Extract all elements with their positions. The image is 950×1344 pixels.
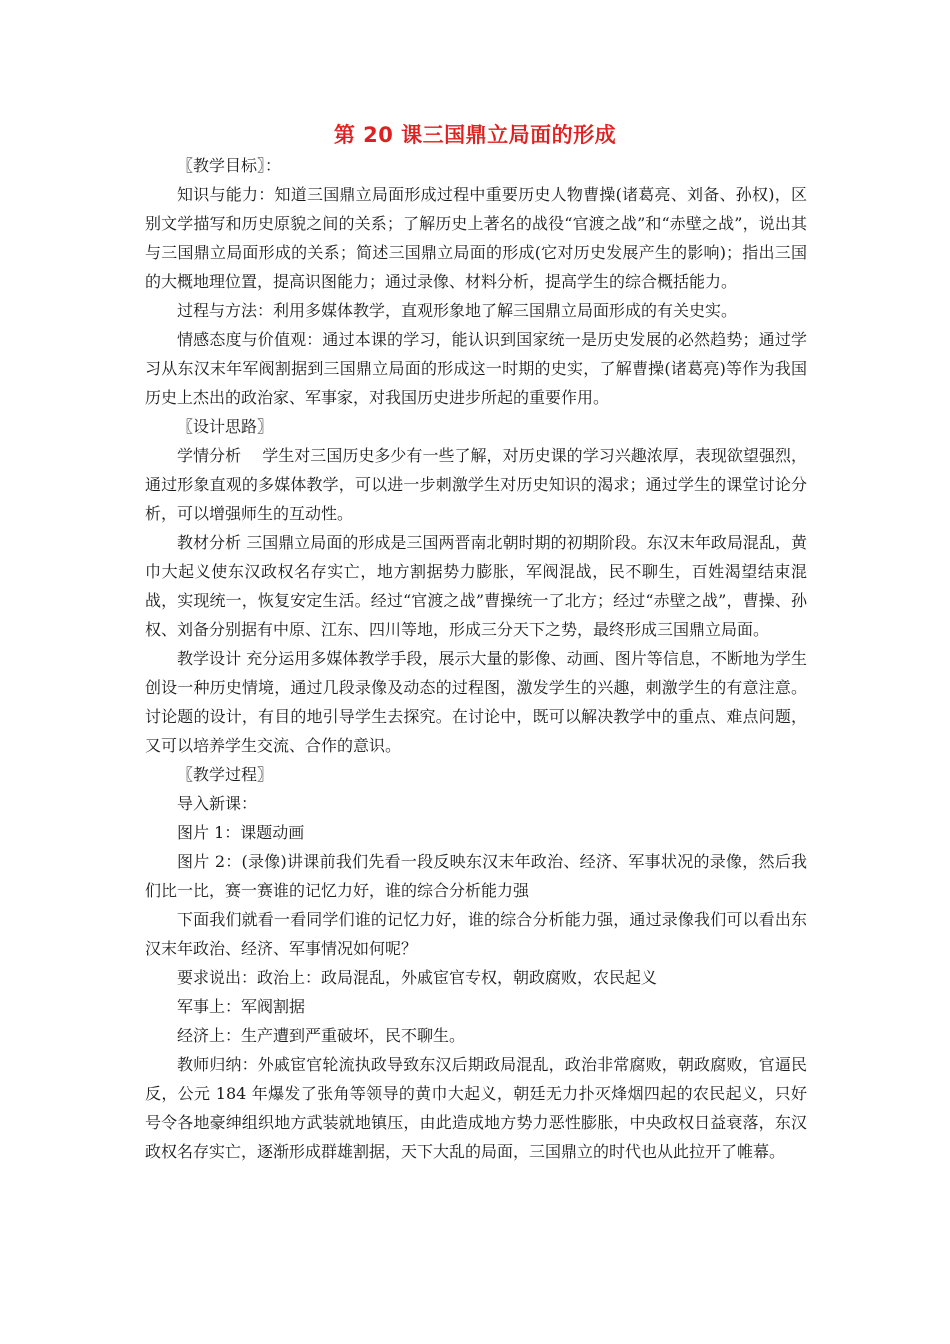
section-heading-objectives: 〖教学目标〗： — [177, 156, 282, 175]
paragraph-process-method: 过程与方法：利用多媒体教学，直观形象地了解三国鼎立局面形成的有关史实。 — [177, 301, 738, 320]
paragraph-teacher-summary: 教师归纳：外戚宦官轮流执政导致东汉后期政局混乱，政治非常腐败，朝政腐败，官逼民反，公元 184 年爆发了张角等领导的黄巾大起义，朝廷无力扑灭烽烟四起的农民起义，只好号令各地豪绅组织地方武装就地镇压，由此造成地方势力恶性膨胀，中央政权日益衰落，东汉政权名存实亡，逐渐形成群雄割据，天下大乱的局面，三国鼎立的时代也从此拉开了帷幕。 — [145, 1055, 807, 1161]
paragraph-politics: 要求说出：政治上：政局混乱，外戚宦官专权，朝政腐败，农民起义 — [177, 968, 658, 987]
paragraph-economy: 经济上：生产遭到严重破坏，民不聊生。 — [177, 1026, 466, 1045]
lesson-body — [145, 151, 807, 1166]
paragraph-material-analysis: 教材分析 三国鼎立局面的形成是三国两晋南北朝时期的初期阶段。东汉末年政局混乱，黄巾大起义使东汉政权名存实亡，地方割据势力膨胀，军阀混战，民不聊生，百姓渴望结束混战，实现统一，恢复安定生活。经过“官渡之战”曹操统一了北方；经过“赤壁之战”，曹操、孙权、刘备分别据有中原、江东、四川等地，形成三分天下之势，最终形成三国鼎立局面。 — [145, 533, 807, 639]
paragraph-picture-1: 图片 1：课题动画 — [177, 823, 305, 842]
paragraph-military: 军事上：军阀割据 — [177, 997, 306, 1016]
paragraph-teaching-design: 教学设计 充分运用多媒体教学手段，展示大量的影像、动画、图片等信息，不断地为学生创设一种历史情境，通过几段录像及动态的过程图，激发学生的兴趣，刺激学生的有意注意。讨论题的设计，有目的地引导学生去探究。在讨论中，既可以解决教学中的重点、难点问题，又可以培养学生交流、合作的意识。 — [145, 649, 807, 755]
paragraph-picture-2: 图片 2：(录像)讲课前我们先看一段反映东汉末年政治、经济、军事状况的录像，然后我们比一比，赛一赛谁的记忆力好，谁的综合分析能力强 — [145, 852, 807, 900]
paragraph-intro: 导入新课： — [177, 794, 258, 813]
section-heading-design: 〖设计思路〗 — [177, 417, 274, 436]
lesson-title: 第 20 课三国鼎立局面的形成 — [333, 123, 617, 147]
paragraph-emotion-values: 情感态度与价值观：通过本课的学习，能认识到国家统一是历史发展的必然趋势；通过学习从东汉末年军阀割据到三国鼎立局面的形成这一时期的史实，了解曹操(诸葛亮)等作为我国历史上杰出的政治家、军事家，对我国历史进步所起的重要作用。 — [145, 330, 807, 407]
section-heading-process: 〖教学过程〗 — [177, 765, 274, 784]
paragraph-knowledge-ability: 知识与能力：知道三国鼎立局面形成过程中重要历史人物曹操(诸葛亮、刘备、孙权)，区别文学描写和历史原貌之间的关系；了解历史上著名的战役“官渡之战”和“赤壁之战”，说出其与三国鼎立局面形成的关系；简述三国鼎立局面的形成(它对历史发展产生的影响)；指出三国的大概地理位置，提高识图能力；通过录像、材料分析，提高学生的综合概括能力。 — [145, 185, 807, 291]
paragraph-student-analysis: 学情分析 学生对三国历史多少有一些了解，对历史课的学习兴趣浓厚，表现欲望强烈，通过形象直观的多媒体教学，可以进一步刺激学生对历史知识的渴求；通过学生的课堂讨论分析，可以增强师生的互动性。 — [145, 446, 807, 523]
paragraph-question: 下面我们就看一看同学们谁的记忆力好，谁的综合分析能力强，通过录像我们可以看出东汉末年政治、经济、军事情况如何呢？ — [145, 910, 807, 958]
